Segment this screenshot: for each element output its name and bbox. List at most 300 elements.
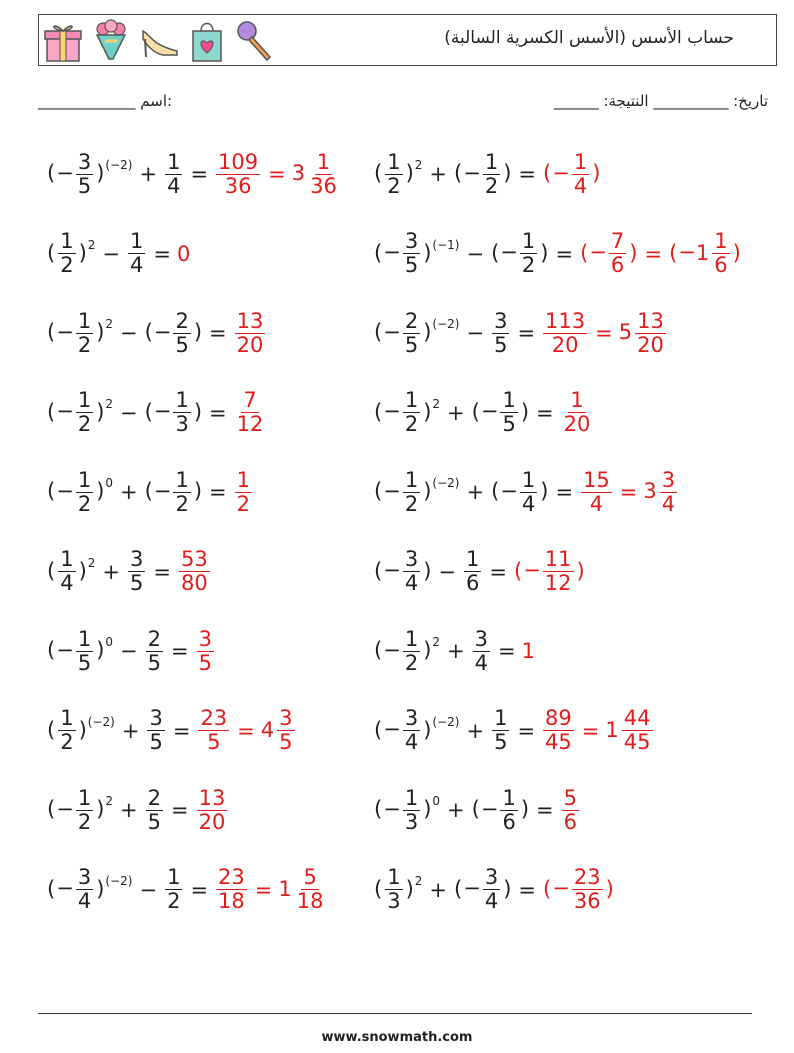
term bbox=[133, 162, 163, 186]
answer-term bbox=[177, 242, 190, 266]
answer-term bbox=[231, 719, 261, 743]
operator: − bbox=[438, 559, 456, 584]
numerator: 1 bbox=[404, 388, 419, 413]
answer-term bbox=[579, 230, 638, 276]
fraction bbox=[128, 230, 145, 276]
fraction bbox=[235, 389, 266, 435]
numerator: 2 bbox=[175, 308, 189, 333]
term bbox=[492, 639, 522, 663]
minus-sign: − bbox=[153, 479, 172, 503]
term bbox=[530, 401, 560, 425]
close-paren: ) bbox=[96, 320, 105, 344]
answer-term bbox=[522, 639, 535, 663]
term bbox=[441, 798, 471, 822]
denominator: 4 bbox=[484, 889, 499, 913]
problem-item bbox=[373, 860, 615, 920]
fraction bbox=[464, 548, 481, 594]
fraction bbox=[483, 866, 500, 912]
term bbox=[163, 151, 184, 197]
term bbox=[490, 707, 511, 753]
numerator: 1 bbox=[387, 865, 401, 890]
close-paren: ) bbox=[732, 240, 741, 265]
close-paren: ) bbox=[423, 320, 432, 344]
exponent: (−2) bbox=[432, 714, 460, 729]
fraction bbox=[235, 469, 252, 515]
operator: = bbox=[644, 241, 663, 266]
term bbox=[373, 230, 460, 276]
open-paren: ( bbox=[454, 161, 463, 185]
denominator: 2 bbox=[77, 412, 92, 436]
denominator: 5 bbox=[494, 332, 508, 357]
operator: = bbox=[518, 162, 537, 186]
problem-item bbox=[373, 303, 668, 363]
numerator: 23 bbox=[218, 865, 245, 890]
term bbox=[46, 628, 114, 674]
numerator: 3 bbox=[279, 706, 293, 731]
numerator: 2 bbox=[404, 308, 419, 333]
minus-sign: − bbox=[383, 638, 401, 662]
operator: − bbox=[120, 639, 138, 663]
close-paren: ) bbox=[193, 320, 203, 344]
answer-term bbox=[542, 151, 601, 197]
fraction bbox=[197, 628, 214, 674]
numerator: 1 bbox=[316, 149, 331, 174]
open-paren: ( bbox=[144, 399, 153, 424]
term bbox=[114, 639, 144, 663]
answer-term bbox=[619, 310, 668, 356]
open-paren: ( bbox=[47, 638, 56, 662]
denominator: 36 bbox=[224, 173, 252, 198]
denominator: 12 bbox=[236, 412, 264, 436]
fraction bbox=[500, 787, 517, 833]
fraction bbox=[58, 707, 75, 753]
close-paren: ) bbox=[423, 399, 432, 424]
numerator: 1 bbox=[466, 547, 480, 572]
numerator: 3 bbox=[130, 547, 144, 572]
numerator: 3 bbox=[77, 149, 92, 174]
fraction bbox=[128, 548, 145, 594]
answer-value: 1 bbox=[521, 639, 535, 663]
open-paren: ( bbox=[374, 161, 383, 185]
term bbox=[549, 242, 579, 266]
operator: = bbox=[536, 400, 554, 425]
problem-item bbox=[373, 462, 679, 522]
fraction bbox=[562, 389, 593, 435]
term bbox=[373, 548, 432, 594]
exponent: 2 bbox=[432, 396, 441, 411]
term bbox=[116, 719, 146, 743]
fraction bbox=[660, 469, 677, 515]
denominator: 5 bbox=[198, 650, 212, 675]
term bbox=[147, 560, 177, 584]
operator: + bbox=[447, 798, 465, 822]
operator: = bbox=[619, 480, 638, 504]
numerator: 3 bbox=[77, 865, 92, 890]
term bbox=[460, 242, 490, 266]
denominator: 5 bbox=[207, 730, 221, 754]
fraction bbox=[76, 469, 93, 515]
term bbox=[126, 548, 147, 594]
whole-number: 4 bbox=[260, 717, 275, 742]
gift-bag-icon bbox=[187, 19, 227, 63]
fraction bbox=[76, 310, 93, 356]
term bbox=[453, 151, 512, 197]
open-paren: ( bbox=[491, 479, 500, 503]
answer-term bbox=[233, 389, 268, 435]
close-paren: ) bbox=[503, 876, 512, 901]
denominator: 6 bbox=[502, 809, 516, 834]
operator: + bbox=[429, 877, 448, 902]
numerator: 1 bbox=[494, 706, 508, 731]
fraction bbox=[76, 151, 93, 197]
term bbox=[490, 469, 549, 515]
open-paren: ( bbox=[471, 399, 480, 424]
operator: + bbox=[466, 718, 485, 743]
fraction bbox=[562, 787, 579, 833]
term bbox=[460, 719, 490, 743]
fraction bbox=[543, 707, 574, 753]
term bbox=[114, 321, 144, 345]
numerator: 13 bbox=[637, 308, 664, 333]
operator: = bbox=[498, 639, 516, 663]
denominator: 4 bbox=[130, 253, 144, 277]
name-line bbox=[38, 92, 172, 110]
whole-number: 3 bbox=[643, 479, 657, 503]
denominator: 45 bbox=[545, 730, 572, 754]
term bbox=[373, 389, 441, 435]
term bbox=[165, 639, 195, 663]
denominator: 2 bbox=[175, 491, 189, 516]
denominator: 4 bbox=[404, 730, 419, 754]
answer-term bbox=[589, 321, 619, 345]
fraction bbox=[543, 310, 587, 356]
denominator: 5 bbox=[404, 253, 419, 277]
operator: = bbox=[190, 162, 209, 186]
close-paren: ) bbox=[96, 399, 105, 424]
numerator: 5 bbox=[563, 785, 578, 810]
problem-item bbox=[46, 701, 297, 761]
numerator: 7 bbox=[610, 229, 625, 254]
fraction bbox=[173, 389, 190, 435]
fraction bbox=[308, 151, 339, 197]
minus-sign: − bbox=[383, 320, 401, 344]
numerator: 1 bbox=[521, 229, 536, 254]
fraction bbox=[403, 310, 420, 356]
operator: = bbox=[517, 718, 536, 743]
minus-sign: − bbox=[56, 638, 74, 662]
problem-item bbox=[373, 780, 581, 840]
denominator: 12 bbox=[544, 571, 572, 595]
answer-term bbox=[560, 787, 581, 833]
close-paren: ) bbox=[576, 558, 585, 583]
close-paren: ) bbox=[96, 479, 105, 503]
term bbox=[423, 878, 453, 902]
worksheet-title: حساب الأسس (الأسس الكسرية السالبة) bbox=[444, 28, 734, 48]
answer-term bbox=[605, 707, 654, 753]
denominator: 2 bbox=[77, 332, 92, 357]
numerator: 1 bbox=[77, 388, 92, 413]
exponent: 2 bbox=[105, 317, 114, 331]
whole-number: 3 bbox=[291, 161, 306, 185]
close-paren: ) bbox=[96, 797, 105, 821]
close-paren: ) bbox=[96, 876, 105, 901]
open-paren: ( bbox=[374, 797, 383, 821]
operator: − bbox=[120, 321, 138, 345]
minus-sign: − bbox=[383, 399, 401, 424]
fraction bbox=[179, 548, 210, 594]
minus-sign: − bbox=[383, 479, 401, 503]
exponent: (−2) bbox=[105, 873, 133, 888]
exponent: 2 bbox=[414, 158, 423, 172]
term bbox=[96, 242, 126, 266]
close-paren: ) bbox=[423, 479, 432, 503]
denominator: 5 bbox=[279, 730, 293, 754]
high-heel-shoe-icon bbox=[139, 19, 179, 63]
open-paren: ( bbox=[374, 479, 383, 503]
denominator: 5 bbox=[77, 650, 92, 675]
denominator: 5 bbox=[175, 332, 189, 357]
problem-item bbox=[373, 701, 655, 761]
numerator: 1 bbox=[175, 388, 189, 413]
numerator: 1 bbox=[167, 865, 181, 890]
fraction bbox=[76, 866, 93, 912]
term bbox=[373, 707, 460, 753]
answer-term bbox=[541, 707, 576, 753]
minus-sign: − bbox=[153, 399, 172, 424]
denominator: 4 bbox=[661, 491, 676, 516]
denominator: 80 bbox=[181, 571, 208, 595]
fraction bbox=[146, 787, 163, 833]
exponent: (−2) bbox=[105, 158, 133, 172]
minus-sign: − bbox=[552, 876, 570, 901]
term bbox=[144, 389, 203, 435]
answer-term bbox=[560, 389, 595, 435]
numerator: 3 bbox=[484, 865, 499, 890]
term bbox=[144, 628, 165, 674]
denominator: 2 bbox=[404, 412, 419, 436]
numerator: 1 bbox=[502, 388, 516, 413]
close-paren: ) bbox=[520, 797, 530, 821]
operator: + bbox=[447, 639, 465, 663]
numerator: 1 bbox=[175, 467, 189, 492]
close-paren: ) bbox=[540, 479, 549, 503]
numerator: 1 bbox=[60, 547, 74, 572]
fraction bbox=[165, 866, 182, 912]
numerator: 3 bbox=[404, 547, 419, 572]
denominator: 6 bbox=[714, 253, 728, 277]
numerator: 1 bbox=[573, 149, 588, 174]
operator: = bbox=[517, 321, 536, 345]
fraction bbox=[403, 389, 420, 435]
numerator: 89 bbox=[545, 706, 572, 731]
term bbox=[46, 707, 116, 753]
term bbox=[126, 230, 147, 276]
close-paren: ) bbox=[193, 399, 203, 424]
fraction bbox=[492, 310, 509, 356]
term bbox=[453, 866, 512, 912]
fraction bbox=[147, 707, 164, 753]
minus-sign: − bbox=[500, 240, 518, 265]
term bbox=[490, 230, 549, 276]
close-paren: ) bbox=[423, 717, 432, 742]
open-paren: ( bbox=[47, 240, 56, 265]
denominator: 4 bbox=[60, 571, 74, 595]
whole-number: 5 bbox=[618, 320, 633, 344]
fraction bbox=[500, 389, 517, 435]
numerator: 3 bbox=[198, 626, 212, 651]
name-blank: _____________ bbox=[38, 92, 136, 110]
numerator: 53 bbox=[181, 547, 208, 572]
numerator: 1 bbox=[484, 149, 499, 174]
worksheet-header bbox=[38, 14, 777, 66]
denominator: 2 bbox=[387, 173, 401, 198]
minus-sign: − bbox=[153, 320, 172, 344]
fraction bbox=[173, 469, 190, 515]
numerator: 3 bbox=[474, 626, 489, 651]
open-paren: ( bbox=[144, 479, 153, 503]
denominator: 5 bbox=[77, 173, 92, 198]
operator: + bbox=[466, 480, 485, 504]
exponent: (−2) bbox=[432, 476, 460, 490]
denominator: 3 bbox=[387, 889, 401, 913]
denominator: 20 bbox=[563, 412, 591, 436]
answer-term bbox=[196, 707, 231, 753]
fraction bbox=[165, 151, 182, 197]
operator: = bbox=[172, 718, 191, 743]
numerator: 109 bbox=[218, 149, 259, 174]
term bbox=[432, 560, 462, 584]
fraction bbox=[581, 469, 612, 515]
operator: + bbox=[120, 480, 138, 504]
close-paren: ) bbox=[592, 161, 601, 185]
minus-sign: − bbox=[56, 479, 74, 503]
term bbox=[441, 639, 471, 663]
answer-term bbox=[195, 628, 216, 674]
denominator: 6 bbox=[563, 809, 578, 834]
fraction bbox=[483, 151, 500, 197]
answer-term bbox=[278, 866, 327, 912]
operator: = bbox=[237, 718, 255, 743]
fraction bbox=[622, 707, 653, 753]
term bbox=[462, 548, 483, 594]
term bbox=[46, 151, 133, 197]
term bbox=[46, 389, 114, 435]
numerator: 3 bbox=[404, 706, 419, 731]
fraction bbox=[76, 389, 93, 435]
denominator: 20 bbox=[637, 332, 664, 357]
numerator: 23 bbox=[573, 865, 601, 890]
denominator: 2 bbox=[77, 491, 92, 516]
term bbox=[46, 866, 133, 912]
term bbox=[46, 787, 114, 833]
fraction bbox=[216, 151, 260, 197]
whole-number: 1 bbox=[605, 717, 619, 742]
term bbox=[483, 560, 513, 584]
term bbox=[46, 548, 96, 594]
denominator: 5 bbox=[404, 332, 419, 357]
denominator: 6 bbox=[610, 253, 625, 277]
denominator: 4 bbox=[474, 650, 489, 675]
close-paren: ) bbox=[423, 638, 432, 662]
denominator: 5 bbox=[494, 730, 508, 754]
open-paren: ( bbox=[374, 320, 383, 344]
numerator: 2 bbox=[147, 785, 162, 810]
open-paren: ( bbox=[47, 399, 56, 424]
numerator: 1 bbox=[521, 467, 536, 492]
term bbox=[373, 310, 460, 356]
whole-number: 1 bbox=[695, 240, 710, 265]
denominator: 45 bbox=[623, 730, 651, 754]
term bbox=[530, 798, 560, 822]
numerator: 1 bbox=[404, 785, 419, 810]
term bbox=[441, 401, 471, 425]
operator: − bbox=[139, 877, 158, 902]
fraction bbox=[520, 230, 537, 276]
term bbox=[144, 469, 203, 515]
denominator: 2 bbox=[404, 650, 419, 675]
open-paren: ( bbox=[47, 161, 56, 185]
problem-item bbox=[373, 224, 742, 284]
close-paren: ) bbox=[540, 240, 549, 265]
answer-term bbox=[262, 162, 292, 186]
open-paren: ( bbox=[374, 717, 383, 742]
denominator: 5 bbox=[130, 571, 144, 595]
denominator: 18 bbox=[296, 889, 324, 913]
operator: = bbox=[171, 639, 189, 663]
fraction bbox=[76, 787, 93, 833]
operator: = bbox=[555, 480, 574, 504]
open-paren: ( bbox=[374, 558, 383, 583]
open-paren: ( bbox=[144, 320, 153, 344]
denominator: 3 bbox=[175, 412, 189, 436]
answer-term bbox=[576, 719, 606, 743]
fraction bbox=[572, 151, 589, 197]
term bbox=[167, 719, 197, 743]
open-paren: ( bbox=[374, 876, 383, 901]
term bbox=[373, 151, 423, 197]
term bbox=[145, 707, 166, 753]
term bbox=[133, 878, 163, 902]
operator: + bbox=[139, 162, 158, 186]
term bbox=[373, 628, 441, 674]
numerator: 1 bbox=[77, 626, 92, 651]
term bbox=[114, 401, 144, 425]
open-paren: ( bbox=[580, 240, 589, 265]
minus-sign: − bbox=[383, 240, 401, 265]
fraction bbox=[403, 707, 420, 753]
exponent: 2 bbox=[105, 396, 114, 411]
minus-sign: − bbox=[678, 240, 696, 265]
close-paren: ) bbox=[405, 161, 414, 185]
fraction bbox=[197, 787, 228, 833]
operator: + bbox=[102, 559, 121, 584]
term bbox=[144, 787, 165, 833]
numerator: 113 bbox=[545, 308, 586, 333]
close-paren: ) bbox=[78, 558, 87, 583]
denominator: 2 bbox=[404, 491, 419, 516]
fraction bbox=[403, 628, 420, 674]
whole-number: 1 bbox=[278, 876, 292, 901]
term bbox=[471, 389, 530, 435]
denominator: 2 bbox=[236, 491, 251, 516]
numerator: 1 bbox=[60, 706, 74, 731]
problem-item bbox=[46, 303, 267, 363]
fraction bbox=[385, 151, 402, 197]
fraction bbox=[543, 548, 574, 594]
denominator: 2 bbox=[60, 253, 74, 277]
close-paren: ) bbox=[423, 240, 432, 265]
open-paren: ( bbox=[374, 240, 383, 265]
